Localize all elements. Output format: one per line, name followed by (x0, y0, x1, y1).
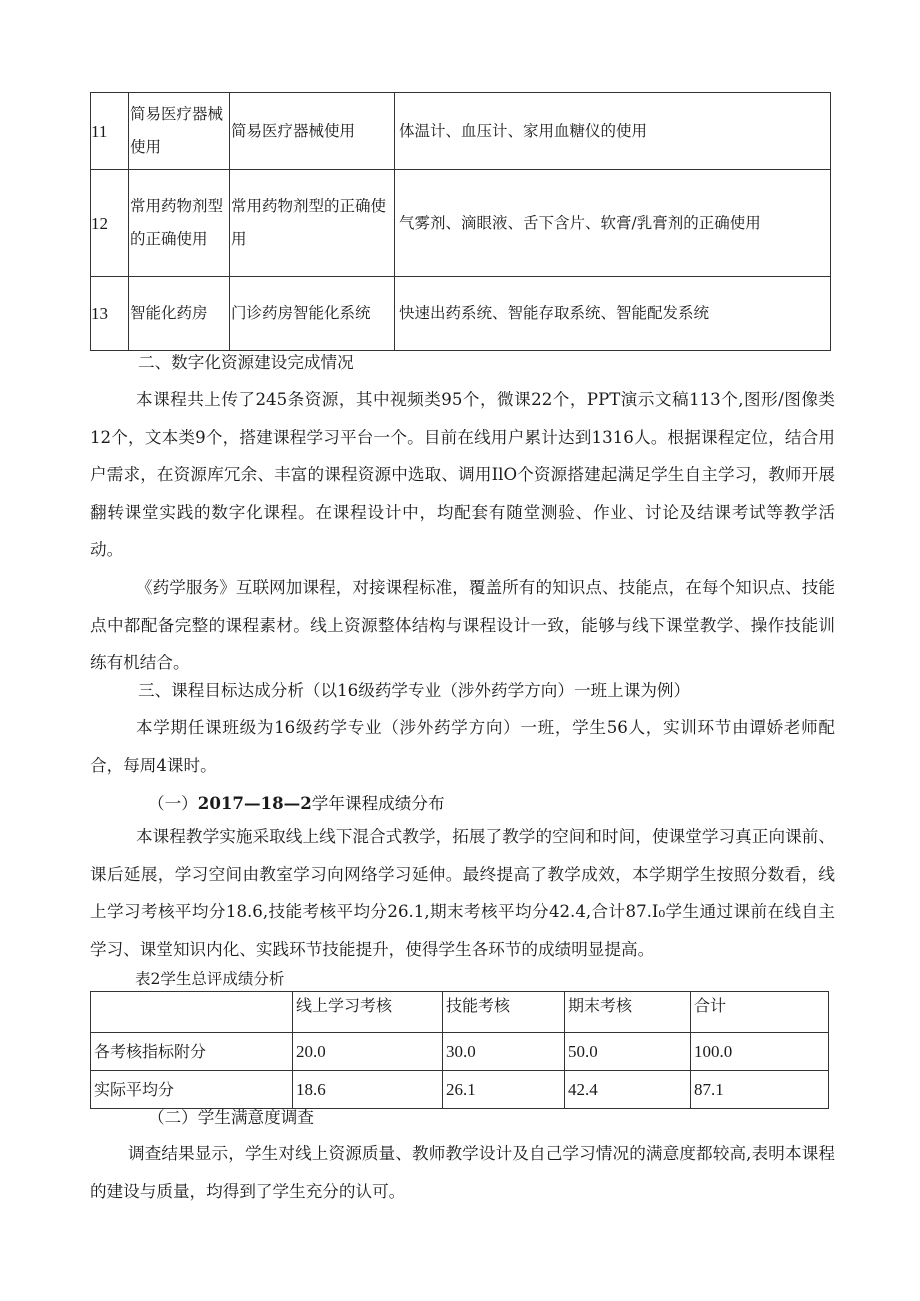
score-cell: 42.4 (565, 1071, 691, 1109)
score-cell: 100.0 (691, 1033, 829, 1071)
table-row (91, 1071, 829, 1109)
score-cell: 18.6 (293, 1071, 443, 1109)
subsection-heading (148, 791, 445, 816)
section-heading: 三、课程目标达成分析（以16级药学专业（涉外药学方向）一班上课为例） (138, 681, 691, 700)
score-cell: 87.1 (691, 1071, 829, 1109)
score-cell: 30.0 (443, 1033, 565, 1071)
item-name: 简易医疗器械使用 (129, 93, 230, 170)
table-row (91, 1033, 829, 1071)
paragraph: 本学期任课班级为16级药学专业（涉外药学方向）一班，学生56人，实训环节由谭娇老师配合，每周4课时。 (90, 718, 835, 775)
paragraph: 本课程共上传了245条资源，其中视频类95个，微课22个，PPT演示文稿113个,图形/图像类12个，文本类9个，搭建课程学习平台一个。目前在线用户累计达到1316人。根据课程定位，结合用户需求，在资源库冗余、丰富的课程资源中选取、调用IlO个资源搭建起满足学生自主学习，教师开展翻转课堂实践的数字化课程。在课程设计中，均配套有随堂测验、作业、讨论及结课考试等教学活动。 (90, 390, 835, 559)
table-row (91, 170, 831, 277)
header-cell: 期末考核 (565, 992, 691, 1033)
row-label: 实际平均分 (91, 1071, 293, 1109)
score-cell: 20.0 (293, 1033, 443, 1071)
subsection-heading: （二）学生满意度调查 (148, 1108, 314, 1127)
score-cell: 50.0 (565, 1033, 691, 1071)
paragraph: 调查结果显示，学生对线上资源质量、教师教学设计及自己学习情况的满意度都较高,表明本课程的建设与质量，均得到了学生充分的认可。 (90, 1144, 835, 1201)
row-label: 各考核指标附分 (91, 1033, 293, 1071)
row-number: 13 (91, 277, 129, 351)
item-content: 体温计、血压计、家用血糖仪的使用 (395, 93, 831, 170)
academic-year: 2017—18—2 (197, 793, 312, 813)
item-content: 气雾剂、滴眼液、舌下含片、软膏/乳膏剂的正确使用 (395, 170, 831, 277)
item-content: 快速出药系统、智能存取系统、智能配发系统 (395, 277, 831, 351)
section-heading: 二、数字化资源建设完成情况 (138, 353, 354, 372)
item-name: 常用药物剂型的正确使用 (129, 170, 230, 277)
subsection-prefix: （一） (148, 794, 198, 813)
item-project: 常用药物剂型的正确使用 (230, 170, 395, 277)
header-cell (91, 992, 293, 1033)
table-caption: 表2学生总评成绩分析 (135, 970, 285, 988)
row-number: 12 (91, 170, 129, 277)
score-table (90, 991, 829, 1109)
item-project: 门诊药房智能化系统 (230, 277, 395, 351)
item-name: 智能化药房 (129, 277, 230, 351)
header-cell: 合计 (691, 992, 829, 1033)
table-row (91, 93, 831, 170)
item-project: 简易医疗器械使用 (230, 93, 395, 170)
training-items-table (90, 92, 831, 351)
table-row (91, 277, 831, 351)
paragraph: 本课程教学实施采取线上线下混合式教学，拓展了教学的空间和时间，使课堂学习真正向课前、课后延展，学习空间由教室学习向网络学习延伸。最终提高了教学成效，本学期学生按照分数看，线上学习考核平均分18.6,技能考核平均分26.1,期末考核平均分42.4,合计87.I₀学生通过课前在线自主学习、课堂知识内化、实践环节技能提升，使得学生各环节的成绩明显提高。 (90, 827, 835, 959)
score-cell: 26.1 (443, 1071, 565, 1109)
table-header-row (91, 992, 829, 1033)
row-number: 11 (91, 93, 129, 170)
subsection-title: 学年课程成绩分布 (311, 794, 445, 813)
header-cell: 线上学习考核 (293, 992, 443, 1033)
paragraph: 《药学服务》互联网加课程，对接课程标准，覆盖所有的知识点、技能点，在每个知识点、技能点中都配备完整的课程素材。线上资源整体结构与课程设计一致，能够与线下课堂教学、操作技能训练有机结合。 (90, 578, 835, 672)
header-cell: 技能考核 (443, 992, 565, 1033)
